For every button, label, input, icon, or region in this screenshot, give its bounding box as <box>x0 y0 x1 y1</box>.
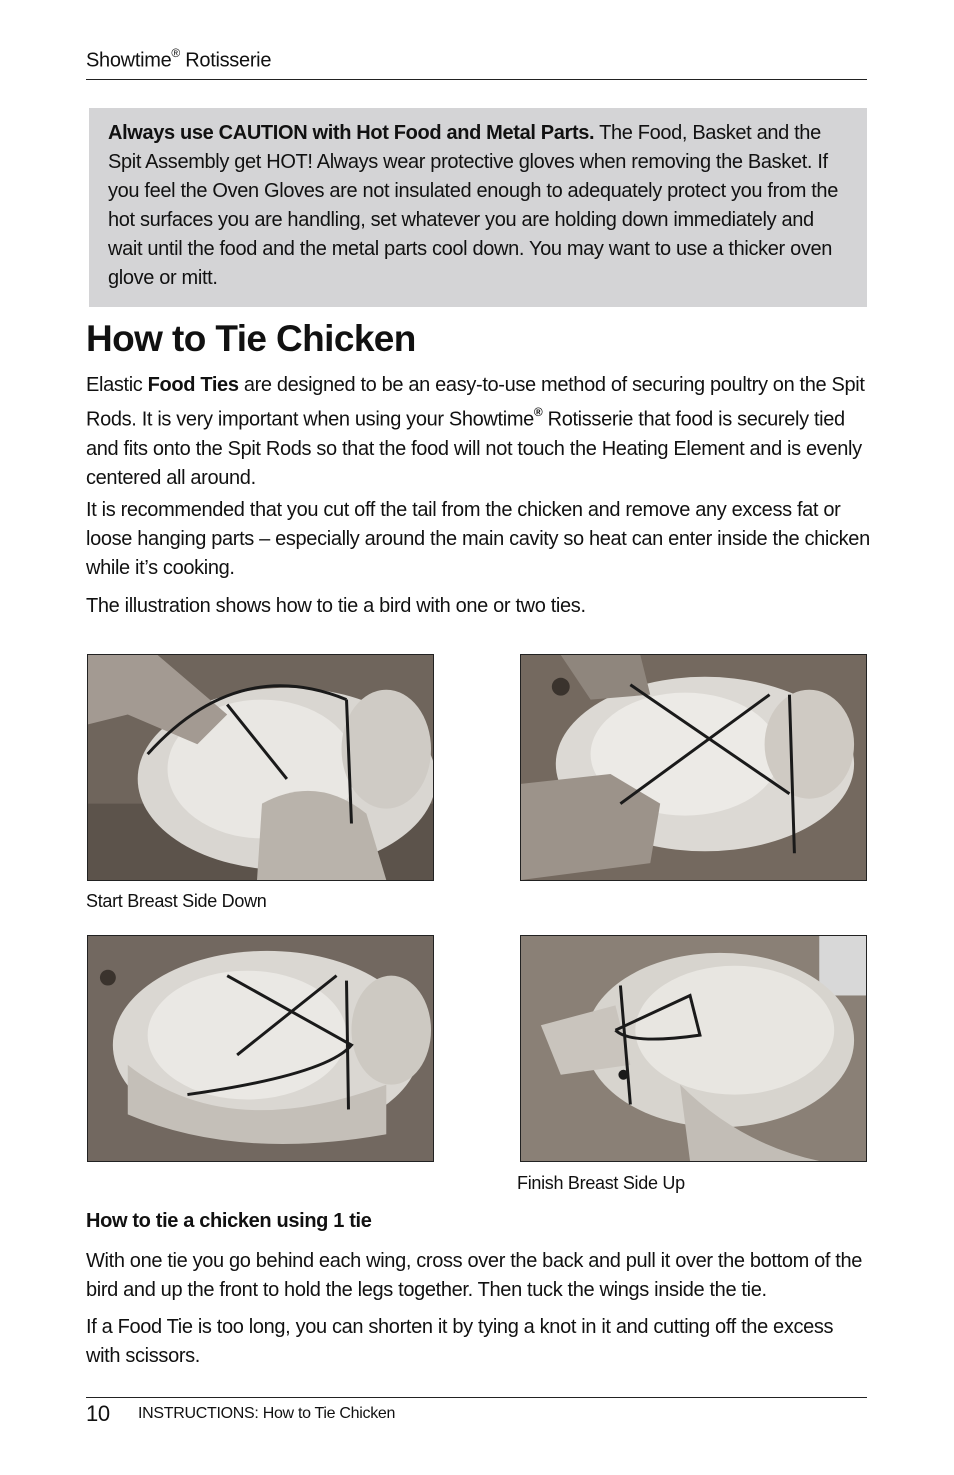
intro-paragraph <box>86 371 871 493</box>
caution-lead: Always use CAUTION with Hot Food and Metal Parts. <box>108 122 595 144</box>
photo-step-4 <box>520 935 867 1162</box>
registered-mark: ® <box>171 46 180 60</box>
intro-text-c: Rotisserie that food is securely tied and fits onto the Spit Rods so that the food will not touch the Heating Element and is evenly centered all around. <box>86 408 862 489</box>
photo-step-2 <box>520 654 867 881</box>
registered-mark: ® <box>533 405 543 419</box>
page-title: How to Tie Chicken <box>86 318 416 359</box>
food-ties-term: Food Ties <box>147 374 239 396</box>
caution-text: The Food, Basket and the Spit Assembly get HOT! Always wear protective gloves when removing the Basket. If you feel the Oven Gloves are not insulated enough to adequately protect you from the hot surfaces you are handling, set whatever you are holding down immediately and wait until the food and the metal parts cool down. You may want to use a thicker oven glove or mitt. <box>108 122 838 289</box>
footer-section: INSTRUCTIONS: How to Tie Chicken <box>138 1405 396 1422</box>
header-product: Showtime <box>86 49 172 72</box>
header-product-suffix: Rotisserie <box>185 49 272 72</box>
illustration-paragraph: The illustration shows how to tie a bird with one or two ties. <box>86 595 586 617</box>
header-rule <box>86 79 867 80</box>
page-number: 10 <box>86 1401 110 1426</box>
photo-step-3 <box>87 935 434 1162</box>
running-header <box>86 48 866 73</box>
intro-text-a: Elastic <box>86 374 148 396</box>
recommendation-paragraph: It is recommended that you cut off the tail from the chicken and remove any excess fat or loose hanging parts – especially around the main cavity so heat can enter inside the chicken while it’s cooking. <box>86 499 870 579</box>
caution-box <box>89 108 867 307</box>
one-tie-paragraph: With one tie you go behind each wing, cross over the back and pull it over the bottom of the bird and up the front to hold the legs together. Then tuck the wings inside the tie. <box>86 1250 863 1301</box>
photo-step-1 <box>87 654 434 881</box>
footer-rule <box>86 1397 867 1398</box>
caption-start: Start Breast Side Down <box>86 891 267 911</box>
caption-finish: Finish Breast Side Up <box>517 1173 685 1193</box>
intro-text-b: are designed to be an easy-to-use method of securing poultry on the Spit Rods. It is very important when using your Showtime <box>86 374 865 431</box>
shorten-tie-paragraph: If a Food Tie is too long, you can shorten it by tying a knot in it and cutting off the excess with scissors. <box>86 1316 834 1367</box>
subheading-one-tie: How to tie a chicken using 1 tie <box>86 1210 372 1232</box>
